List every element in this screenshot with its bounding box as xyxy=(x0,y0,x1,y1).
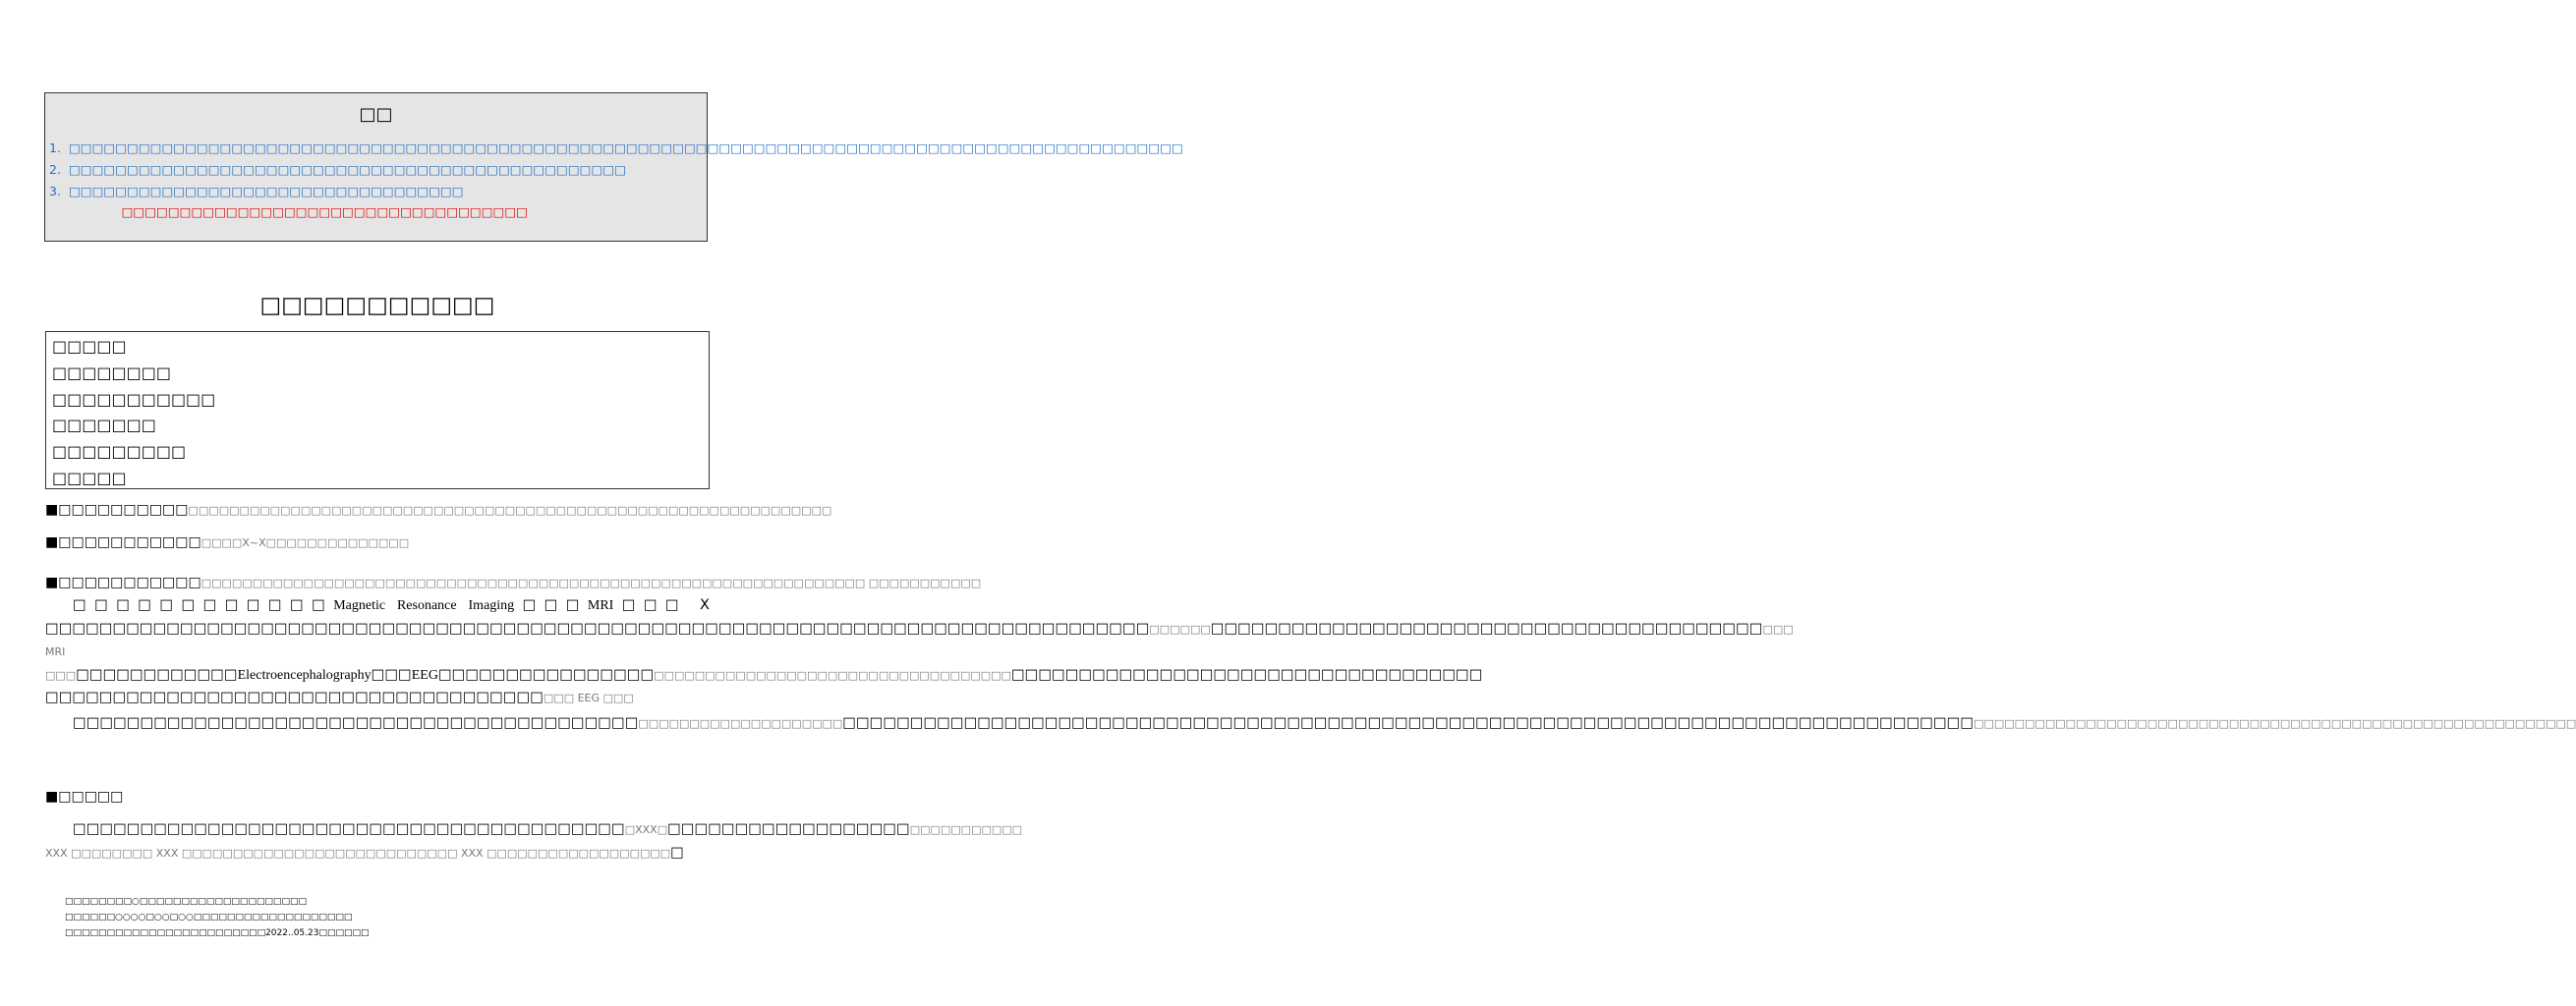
section-hint: □□□□□□□□□□□□□□□□□□□□□□□□□□□□□□□□□□□□□□□□□□□□□□□□□□□□□□□□□□□□□□□□□ □□□□□□□□□□□ xyxy=(200,577,982,589)
instruction-number: 2. xyxy=(49,162,61,177)
section-heading-2 xyxy=(45,534,409,550)
instruction-text: □□□□□□□□□□□□□□□□□□□□□□□□□□□□□□□□□□□□□□□□□□□□□□□□ xyxy=(69,162,626,177)
para-text: □□□ X □□□□□□□□□□□□□□□□□□□□□□□□□□□□□□□□□□□□□□□□□□□□□□□□□□□□□□□□□□□□□□□□□□□□□□□□□□□□□□□□□□ xyxy=(45,597,1150,637)
para-hint: □□□□□□ xyxy=(1149,622,1211,636)
para-text: □□□□□□□□□□□□□□□□□□□□□□□□□□□□□□□□□□□ □□□□□□□□□□□□□□□□□□□□□□□□□□□□□□□□□□□□□ xyxy=(45,666,1483,705)
section-hint: □□□□□□□□□□□□□□□□□□□□□□□□□□□□□□□□□□□□□□□□□□□□□□□□□□□□□□□□□□□□□□□ xyxy=(188,504,832,517)
instruction-text: □□□□□□□□□□□□□□□□□□□□□□□□□□□□□□□□□□□□□□□□□□□□□□□□□□□□□□□□□□□□□□□□□□□□□□□□□□□□□□□□□□□□□□□□□□□□□□□□ xyxy=(69,140,1183,155)
footer-line: □□□□□□○○○○□○○□○○□□□□□□□□□□□□□□□□□□□ xyxy=(65,913,353,922)
info-field: □□□□□□□□□ xyxy=(52,442,187,462)
bullet-icon: ■ xyxy=(45,534,59,550)
para-term: MRI xyxy=(587,598,614,613)
warning-text: □□□□□□□□□□□□□□□□□□□□□□□□□□□□□□□□□□□ xyxy=(121,204,528,219)
info-fields-box xyxy=(45,331,710,489)
instruction-item xyxy=(45,159,707,181)
footer-notes xyxy=(65,894,370,941)
instruction-text: □□□□□□□□□□□□□□□□□□□□□□□□□□□□□□□□□□ xyxy=(69,184,464,198)
para-term: Electroencephalography xyxy=(237,667,372,683)
instruction-item xyxy=(45,181,707,202)
info-field: □□□□□□□ xyxy=(52,416,156,435)
instructions-list xyxy=(45,138,1183,202)
para-text: □□□□□□□□□□□□□□□□ xyxy=(437,666,655,683)
document-title: □□□□□□□□□□□ xyxy=(259,293,495,318)
para-term: EEG xyxy=(411,667,438,683)
para-hint: □□□ MRI □□□ xyxy=(45,622,1794,682)
instruction-number: 3. xyxy=(49,184,61,198)
instructions-box xyxy=(44,92,1183,242)
para-text: □□□□□□□□□□□□□□□□□□□□□□□□□□□□□□□□□□□□□□□□□ xyxy=(73,821,625,837)
para-hint: □□□□□□□□□□□ XXX □□□□□□□□ XXX □□□□□□□□□□□□□□□□□□□□□□□□□□□ XXX □□□□□□□□□□□□□□□□□□ xyxy=(45,823,1023,860)
para-hint: □□□ EEG □□□ xyxy=(543,692,634,704)
bullet-icon: ■ xyxy=(45,502,59,518)
section-heading-3 xyxy=(45,575,981,590)
info-field: □□□□□□□□ xyxy=(52,363,171,382)
body-paragraph-3 xyxy=(45,818,1023,865)
para-text: □ xyxy=(670,844,684,861)
info-field: □□□□□ xyxy=(52,337,127,356)
section-hint: □□□□X~X□□□□□□□□□□□□□□ xyxy=(200,536,410,549)
bullet-icon: ■ xyxy=(45,575,59,590)
para-text: □□□□□□□□□□□□□□□□□□□□□□□□□□□□□□□□□□□□□□□□□ xyxy=(1210,620,1763,637)
section-label: □□□□□□□□□□□ xyxy=(58,575,201,590)
para-text: □□□□□□□□□□□□□□□□□□□□□□□□□□□□□□□□□□□□□□□□□□□□□□□□□□□□□□□□□□□□□□□□□□□□□□□□□□□□□□□□□□□□ xyxy=(842,715,1975,731)
body-paragraph-1 xyxy=(45,594,1794,710)
para-text: □□□□□□□□□□□□ xyxy=(73,597,334,613)
section-heading-1 xyxy=(45,502,831,518)
instruction-item xyxy=(45,138,1183,159)
section-label: □□□□□ xyxy=(58,789,124,805)
info-field: □□□□□ xyxy=(52,468,127,487)
footer-line: □□□□□□□□○□□□□□□□□□□□□□□□□□□□□ xyxy=(65,897,307,907)
section-label: □□□□□□□□□□□ xyxy=(58,534,201,550)
section-heading-4 xyxy=(45,789,123,805)
instructions-title: □□ xyxy=(359,104,393,125)
para-term: Magnetic Resonance Imaging xyxy=(333,598,515,613)
bullet-icon: ■ xyxy=(45,789,59,805)
instruction-number: 1. xyxy=(49,140,61,155)
para-hint: □□□□□□□□□□□□□□□□□□□□ xyxy=(638,717,843,730)
para-text: □□□□□□□□□□□□ xyxy=(76,666,238,683)
para-hint: □□□□□□□□□□□□□□□□□□□□□□□□□□□□□□□□□□□□□□□□□□□□□□□□□□□□□□□□□□□ xyxy=(1974,717,2576,730)
para-hint: □XXX□ xyxy=(624,823,668,836)
body-paragraph-2 xyxy=(45,712,2576,736)
footer-line: □□□□□□□□□□□□□□□□□□□□□□□□2022..05.23□□□□□□ xyxy=(65,928,370,938)
section-label: □□□□□□□□□□ xyxy=(58,502,189,518)
para-hint: □□□□□□□□□□□□□□□□□□□□□□□□□□□□□□□□□□□ xyxy=(654,668,1011,682)
info-field: □□□□□□□□□□□ xyxy=(52,389,216,409)
para-text: □□□ xyxy=(371,666,412,683)
para-text: □□□ xyxy=(514,597,588,613)
para-text: □□□□□□□□□□□□□□□□□□□□□□□□□□□□□□□□□□□□□□□□□□ xyxy=(73,715,639,731)
para-text: □□□□□□□□□□□□□□□□□□ xyxy=(667,821,910,837)
